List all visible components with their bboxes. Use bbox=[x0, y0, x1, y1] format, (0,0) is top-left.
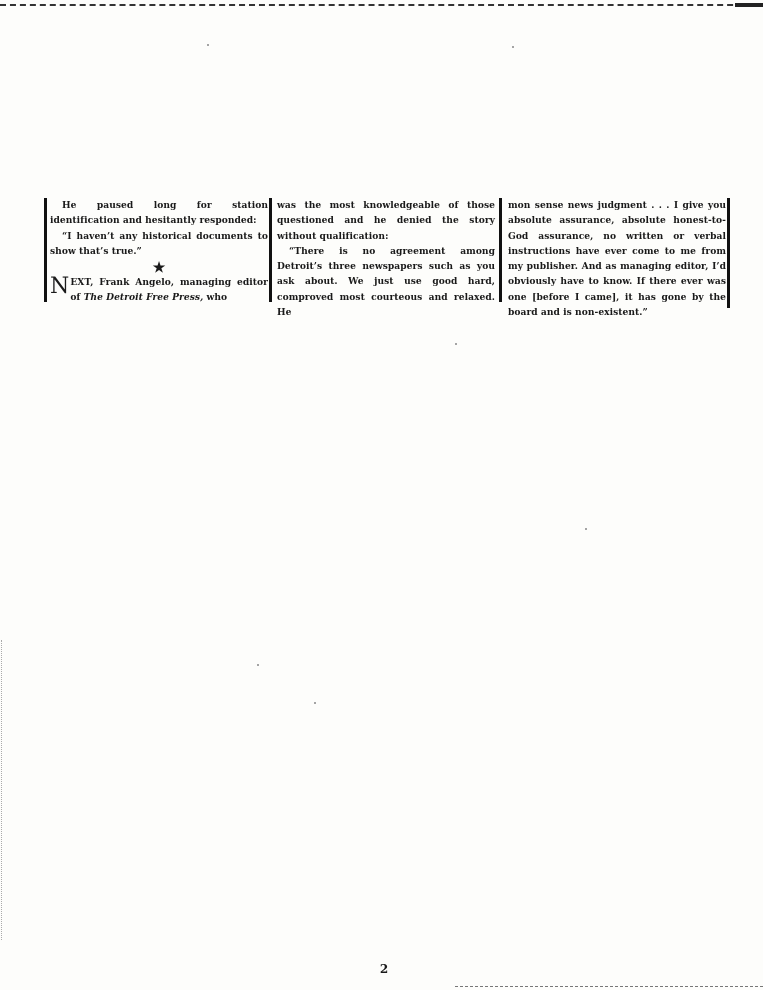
paragraph-station-identification: He paused long for station identification and hesitantly responded: bbox=[50, 200, 268, 227]
star-separator-icon: ★ bbox=[152, 260, 166, 277]
paragraph-news-judgment: mon sense news judgment . . . I give you absolute assurance, absolute honest-to-God assurance, no written or verbal instructions have ever come to me from my publisher. And as managing editor, I’d obviously have to know. If there ever was one [before I came], it has gone by the board and is non-existent.” bbox=[508, 200, 726, 319]
paper-speck bbox=[207, 44, 209, 46]
drop-cap: N bbox=[50, 274, 70, 300]
column-rule-1 bbox=[269, 198, 272, 302]
text-column-1 bbox=[50, 198, 268, 306]
paper-speck bbox=[585, 528, 587, 530]
column-rule-right bbox=[727, 198, 730, 308]
paper-speck bbox=[512, 46, 514, 48]
paragraph-frank-angelo-end: who bbox=[203, 292, 228, 304]
paper-speck bbox=[257, 664, 259, 666]
top-border-corner bbox=[735, 3, 763, 7]
paper-speck bbox=[455, 343, 457, 345]
paragraph-knowledgeable: was the most knowledgeable of those questioned and he denied the story without qualification: bbox=[277, 200, 495, 242]
column-rule-left bbox=[44, 198, 47, 302]
paragraph-no-agreement: “There is no agreement among Detroit’s three newspapers such as you ask about. We just use good hard, comproved most courteous and relaxed. He bbox=[277, 245, 495, 319]
paragraph-historical-documents: “I haven’t any historical documents to show that’s true.” bbox=[50, 230, 268, 257]
column-rule-2 bbox=[499, 198, 502, 302]
paragraph-frank-angelo-text: EXT, Frank Angelo, managing editor of bbox=[70, 277, 268, 304]
text-column-2 bbox=[277, 198, 495, 320]
left-edge-marks bbox=[1, 640, 2, 940]
page-number: 2 bbox=[379, 962, 389, 976]
text-column-3 bbox=[508, 198, 726, 320]
bottom-border-rule bbox=[455, 986, 763, 987]
newspaper-title: The Detroit Free Press, bbox=[83, 292, 204, 304]
paragraph-frank-angelo bbox=[50, 275, 268, 306]
paper-speck bbox=[314, 702, 316, 704]
top-border-rule bbox=[0, 4, 763, 6]
